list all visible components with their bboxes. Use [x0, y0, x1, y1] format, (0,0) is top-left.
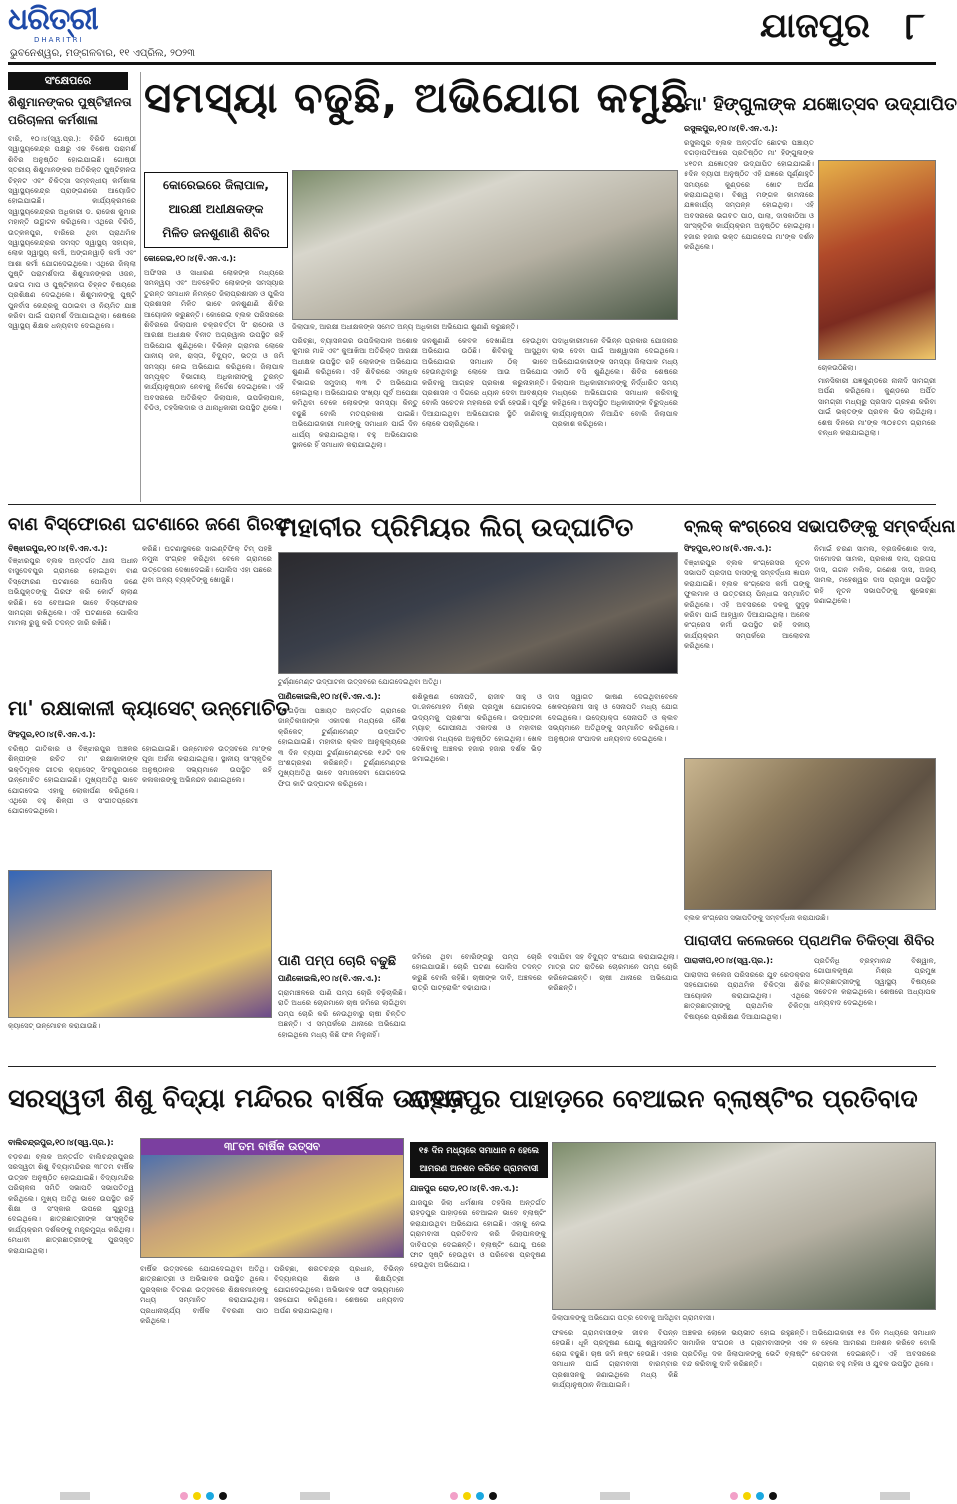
- congress-byline: ସିଂହପୁର,୧୦।୪(ବି.ଏନ.ଏ.):: [684, 544, 772, 553]
- hingula-body-2: ମାନସିକାରୀ ଯଜ୍ଞକୁଣ୍ଡରେ ନାନାଦି ସାମଗ୍ରୀ ଅର୍ପଣ କରିଥିଲେ। କୁଣ୍ଡରେ ଅର୍ପିତ ସାମଗ୍ରୀ ମଧ୍ୟରୁ ପ୍ରସାଦ ଗ୍ରହଣ କରିବା ପାଇଁ ଭକ୍ତଙ୍କ ପ୍ରବଳ ଭିଡ ଲାଗିଥିଲା। ଶେଷ ଦିନରେ ମା'ଙ୍କ ୩୦୫ତମ ଗ୍ରାମରେ ବନ୍ଧନ କରାଯାଇଥିଲା।: [818, 376, 936, 438]
- color-dots-1: [180, 1485, 227, 1504]
- raksha-photo-caption: କ୍ୟାସେଟ୍ ଉନ୍ମୋଚନ କରାଯାଉଛି।: [8, 1022, 101, 1030]
- premier-headline: ମହାବୀର ପ୍ରିମିୟର ଲିଗ୍ ଉଦ୍‌ଘାଟିତ: [278, 513, 634, 543]
- registration-dot: [180, 1492, 188, 1500]
- rahadpur-col-3: ଅଞ୍ଚଳର ଲୋକେ ଭୟଭୀତ ହୋଇ ରହୁଛନ୍ତି। ସାମାଜିକ ସଂଗଠନ ଓ ଗ୍ରାମବାସୀଙ୍କ ଏକ ପ୍ରତିନିଧି ଦଳ ଜିଲାପାଳଙ୍କୁ ଭେଟି ବ୍ଲାଷ୍ଟିଂ ବନ୍ଦ କରିବାକୁ ଦାବି କରିଛନ୍ତି।: [682, 1328, 808, 1369]
- raksha-byline: ସିଂହପୁର,୧୦।୪(ବି.ଏନ.ଏ.):: [8, 730, 96, 739]
- brief-tag: ସଂକ୍ଷେପରେ: [8, 72, 128, 90]
- bomb-body-2: କରିଛି। ଘଟଣାସ୍ଥଳରେ ସାଇଣ୍ଟିଫିକ୍ ଟିମ୍ ପହଞ୍ଚି ନମୁନା ସଂଗ୍ରହ କରିଥିବା ବେଳେ ଗ୍ରାମରେ ଉତ୍ତେଜନା ଦେଖାଦେଇଛି। ପୋଲିସ ଏହା ପଛରେ ଥିବା ଅନ୍ୟ ବ୍ୟକ୍ତିଙ୍କୁ ଖୋଜୁଛି।: [142, 544, 272, 585]
- congress-body-2: ନିମାଇଁ ଚରଣ ସାମଲ, ବ୍ରଜକିଶୋର ଦାସ, ଦାମୋଦର ସାମଲ, ପ୍ରକାଶ ଦାସ, ପ୍ରତାପ ଦାସ, ଗଗନ ମଲିକ, ଗଣେଶ ଦାସ, ଅଜୟ ସାମଲ, ମହେଶ୍ୱର ଦାସ ପ୍ରମୁଖ ଉପସ୍ଥିତ ରହି ନୂତନ ସଭାପତିଙ୍କୁ ଶୁଭେଚ୍ଛା ଜଣାଇଥିଲେ।: [814, 544, 936, 606]
- brief-headline-2: ପରିଚାଳନା କର୍ମଶାଳା: [8, 113, 98, 127]
- water-byline: ପାଣିକୋଇଲି,୧୦।୪(ବି.ଏନ.ଏ.):: [278, 974, 381, 983]
- paradip-byline: ପାରାଦୀପ,୧୦।୪(ସ୍ୱ.ପ୍ର.):: [684, 956, 774, 965]
- rahadpur-col-4: ଅଭିଯୋଗକାରୀ ୧୫ ଦିନ ମଧ୍ୟରେ ସମାଧାନ ନ ହେଲେ ଆମରଣ ଅନଶନ କରିବେ ବୋଲି ଚେତାବନୀ ଦେଇଛନ୍ତି। ଏହି ଅବସରରେ ଗ୍ରାମର ବହୁ ମହିଳା ଓ ଯୁବକ ଉପସ୍ଥିତ ଥିଲେ।: [812, 1328, 936, 1369]
- raksha-headline: ମା' ରକ୍ଷାକାଳୀ କ୍ୟାସେଟ୍ ଉନ୍ମୋଚିତ: [8, 696, 290, 720]
- lead-col-4: ପଦାଧିକାରୀମାନେ ବିଭିନ୍ନ ପ୍ରକାର ଯୋଜନାର ଲାଭ ଦେବା ପାଇଁ ଆଶ୍ୱାସନା ଦେଇଥିଲେ। ଅଭିଯୋଗକାରୀଙ୍କ ସମସ୍ୟା ଜିଲାପାଳ ମଧ୍ୟ ଏକାଠି ବସି ଶୁଣିଥିଲେ। ଶିବିର ଶେଷରେ ଜିଲାପାଳ ଅଧିକାରୀମାନଙ୍କୁ ନିର୍ଦ୍ଧାରିତ ସମୟ ମଧ୍ୟରେ ଅଭିଯୋଗର ସମାଧାନ କରିବାକୁ କହିଥିଲେ। ଅନୁପସ୍ଥିତ ଅଧିକାରୀଙ୍କ ବିରୁଦ୍ଧରେ କାର୍ଯ୍ୟାନୁଷ୍ଠାନ ନିଆଯିବ ବୋଲି ଜିଲାପାଳ ପ୍ରକାଶ କରିଥିଲେ।: [552, 336, 678, 429]
- congress-photo-caption: ବ୍ଲକ କଂଗ୍ରେସ ସଭାପତିଙ୍କୁ ସମ୍ବର୍ଦ୍ଧନା କରାଯାଉଛି।: [684, 914, 829, 922]
- lead-photo-caption: ଜିଲାପାଳ, ଆରକ୍ଷୀ ଅଧୀକ୍ଷକଙ୍କ ସମେତ ଅନ୍ୟ ଅଧିକାରୀ ଅଭିଯୋଗ ଶୁଣାଣି କରୁଛନ୍ତି।: [292, 323, 519, 331]
- saraswati-headline: ସରସ୍ୱତୀ ଶିଶୁ ବିଦ୍ୟା ମନ୍ଦିରର ବାର୍ଷିକ ଉତ୍ସବ: [8, 1084, 468, 1114]
- color-dots-3: [730, 1485, 777, 1504]
- registration-dot: [463, 1492, 471, 1500]
- rahadpur-col-1: ଯାଜପୁର ଜିଲା ଧର୍ମଶାଳା ତହସିଲ ଅନ୍ତର୍ଗତ ରାହଡ଼ପୁର ପାହାଡ଼ରେ ବେଆଇନ ଭାବେ ବ୍ଲାଷ୍ଟିଂ କରାଯାଉଥିବା ଅଭିଯୋଗ ହୋଇଛି। ଏହାକୁ ନେଇ ଗ୍ରାମବାସୀ ପ୍ରତିବାଦ କରି ଜିଲାପାଳଙ୍କୁ ଦାବିପତ୍ର ଦେଇଛନ୍ତି। ବ୍ଲାଷ୍ଟିଂ ଯୋଗୁ ଘରେ ଫାଟ ସୃଷ୍ଟି ହେଉଥିବା ଓ ପରିବେଶ ପ୍ରଦୂଷଣ ହେଉଥିବା ଅଭିଯୋଗ।: [410, 1198, 546, 1270]
- brief-headline-1: ଶିଶୁମାନଙ୍କର ପୁଷ୍ଟିହୀନତା: [8, 95, 132, 109]
- page-number: ୮: [905, 4, 925, 48]
- premier-photo-caption: ଟୁର୍ଣ୍ଣାମେଣ୍ଟ ଉଦ୍‌ଘାଟନୀ ଉତ୍ସବରେ ଯୋଗଦେଇଥିବା ଅତିଥି।: [278, 678, 442, 686]
- lead-headline: ସମସ୍ୟା ବଢୁଛି, ଅଭିଯୋଗ କମୁଛି: [144, 73, 689, 122]
- bomb-byline: ବିଞ୍ଝାରପୁର,୧୦।୪(ବି.ଏନ.ଏ.):: [8, 544, 108, 553]
- lead-col-1: ଅଫିସର ଓ ସାଧାରଣ ଲୋକଙ୍କ ମଧ୍ୟରେ ସମନ୍ୱୟ ଏବଂ ଅବହେଳିତ ଲୋକଙ୍କ ସମସ୍ୟାର ତୁରନ୍ତ ସମାଧାନ ନିମନ୍ତେ ଜିଲାପ୍ରଶାସନ ଓ ପୁଲିସ ପ୍ରଶାସନ ମିଳିତ ଭାବେ ଜନଶୁଣାଣି ଶିବିର ଆୟୋଜନ କରୁଛନ୍ତି। କୋରେଇ ବ୍ଲକ ପରିସରରେ ଶିବିରରେ ଜିଲାପାଳ ଚକ୍ରବର୍ତ୍ତୀ ସିଂ ରାଠୋର ଓ ଆରକ୍ଷୀ ଅଧୀକ୍ଷକ ବିନୀତ ଅଗ୍ରୱାଲ ଉପସ୍ଥିତ ରହି ଅଭିଯୋଗ ଶୁଣିଥିଲେ। ବିଭିନ୍ନ ଗ୍ରାମର ଲୋକେ ପାନୀୟ ଜଳ, ରାସ୍ତା, ବିଦ୍ୟୁତ, ଭତ୍ତା ଓ ଜମି ସମସ୍ୟା ନେଇ ଅଭିଯୋଗ କରିଥିଲେ। ଜିଲାପାଳ ସମ୍ପୃକ୍ତ ବିଭାଗୀୟ ଅଧିକାରୀଙ୍କୁ ତୁରନ୍ତ କାର୍ଯ୍ୟାନୁଷ୍ଠାନ ନେବାକୁ ନିର୍ଦ୍ଦେଶ ଦେଇଥିଲେ। ଏହି ଅବସରରେ ଅତିରିକ୍ତ ଜିଲାପାଳ, ଉପଜିଲାପାଳ, ବିଡିଓ, ତହସିଲଦାର ଓ ଥାନାଧିକାରୀ ଉପସ୍ଥିତ ଥିଲେ।: [144, 268, 284, 413]
- saraswati-col-2: ବାର୍ଷିକ ଉତ୍ସବରେ ଯୋଗଦେଇଥିବା ଅତିଥି। ଛାତ୍ରଛାତ୍ରୀ ଓ ଅଭିଭାବକ ଉପସ୍ଥିତ ଥିଲେ। ପୁରସ୍କାର ବିତରଣ ଉତ୍ସବରେ ଶିକ୍ଷକମାନଙ୍କୁ ମଧ୍ୟ ସମ୍ମାନିତ କରାଯାଇଥିଲା। ପ୍ରଧାନାଚାର୍ଯ୍ୟ ବାର୍ଷିକ ବିବରଣୀ ପାଠ କରିଥିଲେ।: [140, 1264, 268, 1326]
- hingula-photo: [818, 160, 936, 360]
- premier-photo: [278, 552, 678, 674]
- saraswati-photo: [140, 1138, 404, 1258]
- paradip-headline: ପାରାଦୀପ କଲେଜରେ ପ୍ରାଥମିକ ଚିକିତ୍ସା ଶିବିର: [684, 933, 935, 949]
- registration-dot: [743, 1492, 751, 1500]
- congress-headline: ବ୍ଲକ୍ କଂଗ୍ରେସ ସଭାପତିଙ୍କୁ ସମ୍ବର୍ଦ୍ଧନା: [684, 517, 956, 537]
- lead-subhead-line-1: କୋରେଇରେ ଜିଲାପାଳ,: [163, 178, 269, 192]
- registration-dot: [219, 1492, 227, 1500]
- paradip-body-2: ପ୍ରତିନିଧି ବ୍ରହ୍ମାନନ୍ଦ ବିଶ୍ୱାଳ, ଗୋପାଳକୃଷ୍ଣ ମିଶ୍ର ପ୍ରମୁଖ ଛାତ୍ରଛାତ୍ରୀଙ୍କୁ ସ୍ୱାସ୍ଥ୍ୟ ବିଷୟରେ ସଚେତନ କରାଇଥିଲେ। ଶେଷରେ ଅଧ୍ୟାପକ ଧନ୍ୟବାଦ ଦେଇଥିଲେ।: [814, 956, 936, 1007]
- paradip-body: ପାରାଦୀପ କଲେଜ ପରିସରରେ ଯୁବ ରେଡକ୍ରସ ସହଯୋଗରେ ପ୍ରାଥମିକ ଚିକିତ୍ସା ଶିବିର ଆୟୋଜନ କରାଯାଇଥିଲା। ଏଥିରେ ଛାତ୍ରଛାତ୍ରୀଙ୍କୁ ପ୍ରାଥମିକ ଚିକିତ୍ସା ବିଷୟରେ ପ୍ରଶିକ୍ଷଣ ଦିଆଯାଇଥିଲା।: [684, 970, 810, 1021]
- saraswati-byline: ବାଲିଚନ୍ଦ୍ରପୁର,୧୦।୪(ସ୍ୱ.ପ୍ର.):: [8, 1138, 114, 1147]
- registration-dot: [476, 1492, 484, 1500]
- rahadpur-tag-line-2: ଆମରଣ ଅନଶନ କରିବେ ଗ୍ରାମବାସୀ: [419, 1164, 539, 1174]
- lead-subhead-box: [144, 172, 288, 248]
- rahadpur-col-2: ଫଳରେ ଗ୍ରାମବାସୀଙ୍କ ଜୀବନ ବିପନ୍ନ ହେଉଛି। ଧୂଳି ପ୍ରଦୂଷଣ ଯୋଗୁ ଶ୍ୱାସଜନିତ ରୋଗ ବଢୁଛି। ଚାଷ ଜମି ନଷ୍ଟ ହେଉଛି। ଏହାର ସମାଧାନ ପାଇଁ ଗ୍ରାମବାସୀ ବାରମ୍ବାର ପ୍ରଶାସନକୁ ଜଣାଇଥିଲେ ମଧ୍ୟ କିଛି କାର୍ଯ୍ୟାନୁଷ୍ଠାନ ନିଆଯାଇନି।: [552, 1328, 678, 1390]
- raksha-photo: [8, 870, 272, 1018]
- congress-body: ବିଞ୍ଝାରପୁର ବ୍ଲକ କଂଗ୍ରେସର ନୂତନ ସଭାପତି ପ୍ରଦୀପ ଦାସଙ୍କୁ ସମ୍ବର୍ଦ୍ଧନା ଜ୍ଞାପନ କରାଯାଇଛି। ବ୍ଲକ କଂଗ୍ରେସ କର୍ମୀ ତାଙ୍କୁ ଫୁଲମାଳ ଓ ଉତ୍ତରୀୟ ପିନ୍ଧାଇ ସମ୍ମାନିତ କରିଥିଲେ। ଏହି ଅବସରରେ ଦଳକୁ ସୁଦୃଢ଼ କରିବା ପାଇଁ ଆହ୍ୱାନ ଦିଆଯାଇଥିଲା। ଅନେକ କଂଗ୍ରେସ କର୍ମୀ ଉପସ୍ଥିତ ରହି ଦଳୀୟ କାର୍ଯ୍ୟକ୍ରମ ସମ୍ପର୍କରେ ଆଲୋଚନା କରିଥିଲେ।: [684, 558, 810, 651]
- water-headline: ପାଣି ପମ୍ପ ଚୋରି ବଢୁଛି: [278, 954, 397, 969]
- dateline: ଭୁବନେଶ୍ୱର, ମଙ୍ଗଳବାର, ୧୧ ଏପ୍ରିଲ, ୨୦୨୩: [10, 48, 196, 59]
- masthead-logo: [8, 4, 98, 48]
- saraswati-col-1: ବଡ଼ଚଣା ବ୍ଲକ ଅନ୍ତର୍ଗତ ବାଲିଚନ୍ଦ୍ରପୁରର ସରସ୍ୱତୀ ଶିଶୁ ବିଦ୍ୟାମନ୍ଦିରର ୩୮ତମ ବାର୍ଷିକ ଉତ୍ସବ ଅନୁଷ୍ଠିତ ହୋଇଯାଇଛି। ବିଦ୍ୟାମନ୍ଦିର ପରିଚାଳନା ସମିତି ସଭାପତି ସଭାପତିତ୍ୱ କରିଥିଲେ। ମୁଖ୍ୟ ଅତିଥି ଭାବେ ଉପସ୍ଥିତ ରହି ଶିକ୍ଷା ଓ ସଂସ୍କାର ଉପରେ ଗୁରୁତ୍ୱ ଦେଇଥିଲେ। ଛାତ୍ରଛାତ୍ରୀଙ୍କ ସାଂସ୍କୃତିକ କାର୍ଯ୍ୟକ୍ରମ ଦର୍ଶକଙ୍କୁ ମନ୍ତ୍ରମୁଗ୍ଧ କରିଥିଲା। ମେଧାବୀ ଛାତ୍ରଛାତ୍ରୀଙ୍କୁ ପୁରସ୍କୃତ କରାଯାଇଥିଲା।: [8, 1152, 134, 1255]
- registration-dot: [193, 1492, 201, 1500]
- rahadpur-photo-caption: ଜିଲାପାଳଙ୍କୁ ଅଭିଯୋଗ ପତ୍ର ଦେବାକୁ ଆସିଥିବା ଗ୍ରାମବାସୀ।: [552, 1314, 715, 1322]
- congress-photo: [684, 758, 936, 910]
- lead-subhead-line-3: ମିଳିତ ଜନଶୁଣାଣି ଶିବିର: [162, 226, 270, 240]
- registration-dot: [206, 1492, 214, 1500]
- section-name: ଯାଜପୁର: [760, 6, 870, 46]
- rahadpur-headline: ରାହଡ଼ପୁର ପାହାଡ଼ରେ ବେଆଇନ ବ୍ଲାଷ୍ଟିଂର ପ୍ରତିବାଦ: [410, 1084, 918, 1113]
- logo-text: ଧରିତ୍ରୀ: [8, 2, 98, 37]
- top-rule: [8, 62, 936, 65]
- rahadpur-tag-line-1: ୧୫ ଦିନ ମଧ୍ୟରେ ସମାଧାନ ନ ହେଲେ: [418, 1146, 540, 1156]
- print-registration-bar: [0, 1482, 945, 1497]
- bomb-body: ବିଞ୍ଝାରପୁର ବ୍ଲକ ଅନ୍ତର୍ଗତ ଥାନା ଅଧୀନ ବାସୁଦେବପୁର ଗ୍ରାମରେ ହୋଇଥିବା ବାଣ ବିସ୍ଫୋରଣ ଘଟଣାରେ ପୋଲିସ ଜଣେ ଅଭିଯୁକ୍ତଙ୍କୁ ଗିରଫ କରି କୋର୍ଟ ଚାଲାଣ କରିଛି। ସେ ବେଆଇନ ଭାବେ ବିସ୍ଫୋରକ ସାମଗ୍ରୀ ରଖିଥିଲେ। ଏହି ଘଟଣାରେ ପୋଲିସ ମାମଲା ରୁଜୁ କରି ତଦନ୍ତ ଜାରି ରଖିଛି।: [8, 556, 138, 628]
- grey-mark: [600, 1485, 630, 1504]
- logo-subtext: DHARITRI: [34, 36, 84, 44]
- raksha-body: ବରିଷ୍ଠ ଗାତିକାର ଓ ବିଞ୍ଝାରପୁର ଅଞ୍ଚଳର ଶିଳ୍ପୀଙ୍କ ରଚିତ ମା' ରକ୍ଷାକାଳୀଙ୍କ ଭକ୍ତିମୂଳକ ଗୀତର କ୍ୟାସେଟ୍ ସିଂହପୁରଠାରେ ଉନ୍ମୋଚିତ ହୋଇଯାଇଛି। ମୁଖ୍ୟଅତିଥି ଭାବେ ଯୋଗଦେଇ ଏହାକୁ ଲୋକାର୍ପଣ କରିଥିଲେ। ଏଥିରେ ବହୁ ଶିଳ୍ପୀ ଓ ସଂଗୀତପ୍ରେମୀ ଯୋଗଦେଇଥିଲେ।: [8, 744, 138, 816]
- registration-dot: [450, 1492, 458, 1500]
- registration-dot: [769, 1492, 777, 1500]
- column-divider: [140, 72, 141, 502]
- rahadpur-photo: [552, 1142, 936, 1310]
- lead-col-3: ଜନଶୁଣାଣି କେବଳ ଦେଖାଣିଆ ହେଉଥିବା ଅଭିଯୋଗ ଉଠିଛି। ଶିବିରକୁ ଆସୁଥିବା ଅଭିଯୋଗର ସମାଧାନ ଠିକ୍ ଭାବେ ହେଉନଥିବାରୁ ଲୋକେ ଆଉ ଅଭିଯୋଗ କରିବାକୁ ଆଗ୍ରହ ପ୍ରକାଶ କରୁନାହାନ୍ତି। ପ୍ରଶାସନ ଏ ଦିଗରେ ଧ୍ୟାନ ଦେବା ଆବଶ୍ୟକ ବୋଲି ସଚେତନ ମହଲରେ ଚର୍ଚ୍ଚା ହେଉଛି। ପୂର୍ବରୁ ଦିଆଯାଇଥିବା ଅଭିଯୋଗର ସ୍ଥିତି ଜାଣିବାକୁ ଲୋକେ ପଚାରିଥିଲେ।: [422, 336, 548, 429]
- bomb-headline: ବାଣ ବିସ୍ଫୋରଣ ଘଟଣାରେ ଜଣେ ଗିରଫ: [8, 514, 292, 535]
- hingula-body: ରସୁଲପୁର ବ୍ଲକ ଅନ୍ତର୍ଗତ ଛୋଟର ପଞ୍ଚାୟତ ବଗଡ଼ାପଟିଆରେ ପ୍ରତିଷ୍ଠିତ ମା' ହିଙ୍ଗୁଳାଙ୍କ ୪୧ତମ ଯଜ୍ଞୋତ୍ସବ ଉଦ୍‌ଯାପିତ ହୋଇଯାଇଛି। ୫ଦିନ ବ୍ୟାପୀ ଅନୁଷ୍ଠିତ ଏହି ଯଜ୍ଞରେ ପୂର୍ଣ୍ଣାହୁତି ସମୟରେ କୁଣ୍ଡରେ ଖୋଟ ଅର୍ପଣ କରାଯାଇଥିଲା। ବିଶ୍ୱ ମଙ୍ଗଳ କାମନାରେ ଯଜ୍ଞକାର୍ଯ୍ୟ ସମ୍ପନ୍ନ ହୋଇଥିଲା। ଏହି ଅବସରରେ ଭଗବତ ପାଠ, ପାଲା, ଦାସକାଠିଆ ଓ ସାଂସ୍କୃତିକ କାର୍ଯ୍ୟକ୍ରମ ଅନୁଷ୍ଠିତ ହୋଇଥିଲା। ହଜାର ହଜାର ଭକ୍ତ ଯୋଗଦେଇ ମା'ଙ୍କ ଦର୍ଶନ କରିଥିଲେ।: [684, 138, 814, 252]
- grey-mark: [880, 1485, 910, 1504]
- premier-col-1: ପଟଗଡ଼ିଆ ପଞ୍ଚାୟତ ଅନ୍ତର୍ଗତ ଗ୍ରାମରେ ଜାନ୍ତିକାଜାଙ୍କ ଏକାଦଶ ମଧ୍ୟରେ ନୈଶ କ୍ରିକେଟ୍ ଟୁର୍ଣ୍ଣାମେଣ୍ଟ ଉଦ୍‌ଘାଟିତ ହୋଇଯାଇଛି। ମହାବୀର କ୍ଲବ ଆନୁକୂଲ୍ୟରେ ୩ ଦିନ ବ୍ୟାପୀ ଟୁର୍ଣ୍ଣାମେଣ୍ଟରେ ୧୬ଟି ଦଳ ଅଂଶଗ୍ରହଣ କରିଛନ୍ତି। ଟୁର୍ଣ୍ଣାମେଣ୍ଟର ମୁଖ୍ୟଅତିଥି ଭାବେ ସମାଜସେବୀ ଯୋଗଦେଇ ଫିତା କାଟି ଉଦ୍‌ଘାଟନ କରିଥିଲେ।: [278, 706, 406, 788]
- brief-body: ବାରି, ୧୦।୪(ସ୍ୱ.ପ୍ର.): ବିରିଡି ଗୋଷ୍ଠୀ ସ୍ୱାସ୍ଥ୍ୟକେନ୍ଦ୍ର ପକ୍ଷରୁ ଏକ ବିଶେଷ ପରାମର୍ଶ ଶିବିର ଅନୁଷ୍ଠିତ ହୋଇଯାଇଛି। ଗୋଷ୍ଠୀ ସ୍ତରୀୟ ଶିଶୁମାନଙ୍କର ଅତିରିକ୍ତ ପୁଷ୍ଟିହୀନତା ଚିହ୍ନଟ ଏବଂ ଚିକିତ୍ସା ସମ୍ବନ୍ଧୀୟ କର୍ମଶାଳା ସ୍ୱାସ୍ଥ୍ୟକେନ୍ଦ୍ର ପ୍ରାଙ୍ଗଣରେ ଆୟୋଜିତ ହୋଇଯାଇଛି। କାର୍ଯ୍ୟକ୍ରମରେ ସ୍ୱାସ୍ଥ୍ୟକେନ୍ଦ୍ରର ଅଧିକାରୀ ଡ. ରାଜେଶ କୁମାର ମହାନ୍ତି ଉଦ୍ଘାଟନ କରିଥିଲେ। ଏଥିରେ ବିରିଡି, ଉତ୍କଳପୁର, ବାରିରେ ଥିବା ପ୍ରାଥମିକ ସ୍ୱାସ୍ଥ୍ୟକେନ୍ଦ୍ରର ସମସ୍ତ ସ୍ୱାସ୍ଥ୍ୟ ସହାୟକ, ଲୋକ ସ୍ୱାସ୍ଥ୍ୟ କର୍ମୀ, ଅଙ୍ଗନୱାଡ଼ି କର୍ମୀ ଏବଂ ଆଶା କର୍ମୀ ଯୋଗଦେଇଥିଲେ। ଏଥିରେ ଜିଲ୍ଲା ପୁଷ୍ଟି ପରାମର୍ଶଦାତା ଶିଶୁମାନଙ୍କର ଓଜନ, ଉଚ୍ଚତା ମାପ ଓ ପୁଷ୍ଟିହୀନତା ଚିହ୍ନଟ ବିଷୟରେ ପ୍ରଶିକ୍ଷଣ ଦେଇଥିଲେ। ଶିଶୁମାନଙ୍କୁ ପୁଷ୍ଟି ପୁନର୍ବାସ କେନ୍ଦ୍ରକୁ ପଠାଇବା ଓ ନିୟମିତ ଯାଞ୍ଚ କରିବା ପାଇଁ ପରାମର୍ଶ ଦିଆଯାଇଥିଲା। ଶେଷରେ ସ୍ୱାସ୍ଥ୍ୟ ଶିକ୍ଷକ ଧନ୍ୟବାଦ ଦେଇଥିଲେ।: [8, 134, 136, 331]
- lead-byline: କୋରେଇ,୧୦।୪(ବି.ଏନ.ଏ.):: [144, 254, 237, 263]
- rahadpur-byline: ଯାଜପୁର ରୋଡ,୧୦।୪(ବି.ଏନ.ଏ.):: [410, 1184, 519, 1193]
- saraswati-col-3: ପରିଚ୍ଛା, ଶରତଚନ୍ଦ୍ର ପ୍ରଧାନ, ବିଭିନ୍ନ ବିଦ୍ୟାଳୟର ଶିକ୍ଷକ ଓ ଶିକ୍ଷୟିତ୍ରୀ ଯୋଗଦେଇଥିଲେ। ଅଭିଭାବକ ସଙ୍ଘ ସଭ୍ୟମାନେ ସହଯୋଗ କରିଥିଲେ। ଶେଷରେ ଧନ୍ୟବାଦ ଅର୍ପଣ କରାଯାଇଥିଲା।: [274, 1264, 404, 1315]
- registration-dot: [756, 1492, 764, 1500]
- saraswati-banner: ୩୮ତମ ବାର୍ଷିକ ଉତ୍ସବ: [141, 1139, 403, 1155]
- lead-col-2: ପରିଚ୍ଛା, ବ୍ୟାସନଗର ଉପଜିଲାପାଳ ଅଶୋକ କୁମାର ମାଝି ଏବଂ କୁଆଖିଆ ଅତିରିକ୍ତ ଆରକ୍ଷୀ ଅଧୀକ୍ଷକ ଉପସ୍ଥିତ ରହି ଲୋକଙ୍କ ଅଭିଯୋଗ ଶୁଣାଣି କରିଥିଲେ। ଏହି ଶିବିରରେ ଏକାଧିକ ବିଭାଗର ସମୁଦାୟ ୩୩ ଟି ଅଭିଯୋଗ ହୋଇଥିଲା। ଅଭିଯୋଗର ସଂଖ୍ୟା ପୂର୍ବ ଅପେକ୍ଷା କମିଥିବା ବେଳେ ଲୋକଙ୍କ ସମସ୍ୟା କିନ୍ତୁ ବଢୁଛି ବୋଲି ମତପ୍ରକାଶ ପାଇଛି। ଅଭିଯୋଗକାରୀ ମାନଙ୍କୁ ସମାଧାନ ପାଇଁ ଦିନ ଧାର୍ଯ୍ୟ କରାଯାଇଥିଲା। ବହୁ ଅଭିଯୋଗର ସ୍ଥାନରେ ହିଁ ସମାଧାନ କରାଯାଇଥିଲା।: [292, 336, 418, 450]
- grey-mark: [60, 1485, 90, 1504]
- premier-byline: ପାଣିକୋଇଲି,୧୦।୪(ବି.ଏନ.ଏ.):: [278, 692, 381, 701]
- water-body-3: ବସାଯିବା ସହ ବିଦ୍ୟୁତ ସଂଯୋଗ କରାଯାଇଥିଲା। ମାତ୍ର ଗତ ରାତିରେ ଚୋରମାନେ ପମ୍ପ ଚୋରି କରିନେଇଛନ୍ତି। ଚାଷୀ ଥାନାରେ ଅଭିଯୋଗ କରିଛନ୍ତି।: [548, 952, 678, 993]
- color-dots-2: [450, 1485, 497, 1504]
- water-body: ଗ୍ରାମାଞ୍ଚଳରେ ପାଣି ପମ୍ପ ଚୋରି ବଢ଼ିଚାଲିଛି। ରାତି ଅଧରେ ଚୋରମାନେ ଚାଷ ଜମିରେ ଲାଗିଥିବା ପମ୍ପ ଚୋରି କରି ନେଉଥିବାରୁ ଚାଷୀ ଚିନ୍ତିତ ଅଛନ୍ତି। ଏ ସମ୍ପର୍କରେ ଥାନାରେ ଅଭିଯୋଗ ହୋଇଥିଲେ ମଧ୍ୟ କିଛି ଫଳ ମିଳୁନାହିଁ।: [278, 988, 406, 1039]
- registration-dot: [730, 1492, 738, 1500]
- hingula-photo-caption: ଚୋଳଉଠିଛିଲା।: [818, 364, 857, 372]
- rahadpur-tag: [410, 1142, 548, 1178]
- lead-photo: [292, 170, 678, 320]
- water-body-2: ଜମିରେ ଥିବା ବୋରିଙ୍ଗରୁ ପମ୍ପ ଚୋରି ହୋଇଯାଉଛି। ଚୋରି ଘଟଣା ପୋଲିସ ତଦନ୍ତ କରୁଛି ବୋଲି କହିଛି। ଚାଷୀଙ୍କ ଦାବି, ଅଞ୍ଚଳରେ ରାତ୍ରି ପାଟ୍ରୋଲିଂ ବଢାଯାଉ।: [412, 952, 542, 993]
- premier-col-3: ଦାସ ସ୍ୱାଗତ ଭାଷଣ ଦେଇଥିବାବେଳେ ଖେଳପ୍ରେମୀ ସାହୁ ଓ ସେନାପତି ମଧ୍ୟ ଯୋଗ ଦେଇଥିଲେ। ଉଦ୍ୟୋକ୍ତା ସେନାପତି ଓ କ୍ଲବ ସଭ୍ୟମାନେ ଅତିଥିଙ୍କୁ ସମ୍ମାନିତ କରିଥିଲେ। ଅନୁଷ୍ଠାନ ସଂପାଦକ ଧନ୍ୟବାଦ ଦେଇଥିଲେ।: [548, 692, 678, 743]
- section-rule-2: [8, 1066, 936, 1067]
- registration-dot: [489, 1492, 497, 1500]
- premier-col-2: ଶଶିଭୂଷଣ ସେନାପତି, ରାଜୀବ ସାହୁ ଓ ଡା.ଜନମୋହନ ମିଶ୍ର ପ୍ରମୁଖ ଯୋଗଦେଇ ଉଦ୍ୟମକୁ ପ୍ରଶଂସା କରିଥିଲେ। ଉଦ୍‌ଘାଟନୀ ମ୍ୟାଚ୍ ଗୋପୀନାଥ ଏକାଦଶ ଓ ମହାବୀର ଏକାଦଶ ମଧ୍ୟରେ ଅନୁଷ୍ଠିତ ହୋଇଥିଲା। ଖେଳ ଦେଖିବାକୁ ଅଞ୍ଚଳର ହଜାର ହଜାର ଦର୍ଶକ ଭିଡ଼ ଜମାଇଥିଲେ।: [412, 692, 542, 764]
- section-rule: [8, 504, 936, 505]
- hingula-headline: ମା' ହିଙ୍ଗୁଳାଙ୍କ ଯଜ୍ଞୋତ୍ସବ ଉଦ୍‌ଯାପିତ: [684, 94, 957, 115]
- lead-subhead-line-2: ଆରକ୍ଷୀ ଅଧୀକ୍ଷକଙ୍କ: [168, 202, 264, 216]
- grey-mark: [300, 1485, 330, 1504]
- hingula-byline: ରସୁଲପୁର,୧୦।୪(ବି.ଏନ.ଏ.):: [684, 124, 778, 133]
- raksha-body-2: ହୋଇଯାଇଛି। ଉନ୍ମୋଚନ ଉତ୍ସବରେ ମା'ଙ୍କ ପୂଜା ଅର୍ଚ୍ଚନା କରାଯାଇଥିଲା। ସ୍ଥାନୀୟ ସାଂସ୍କୃତିକ ଅନୁଷ୍ଠାନର ସଭ୍ୟମାନେ ଉପସ୍ଥିତ ରହି କଳାକାରଙ୍କୁ ଅଭିନନ୍ଦନ ଜଣାଇଥିଲେ।: [142, 744, 272, 785]
